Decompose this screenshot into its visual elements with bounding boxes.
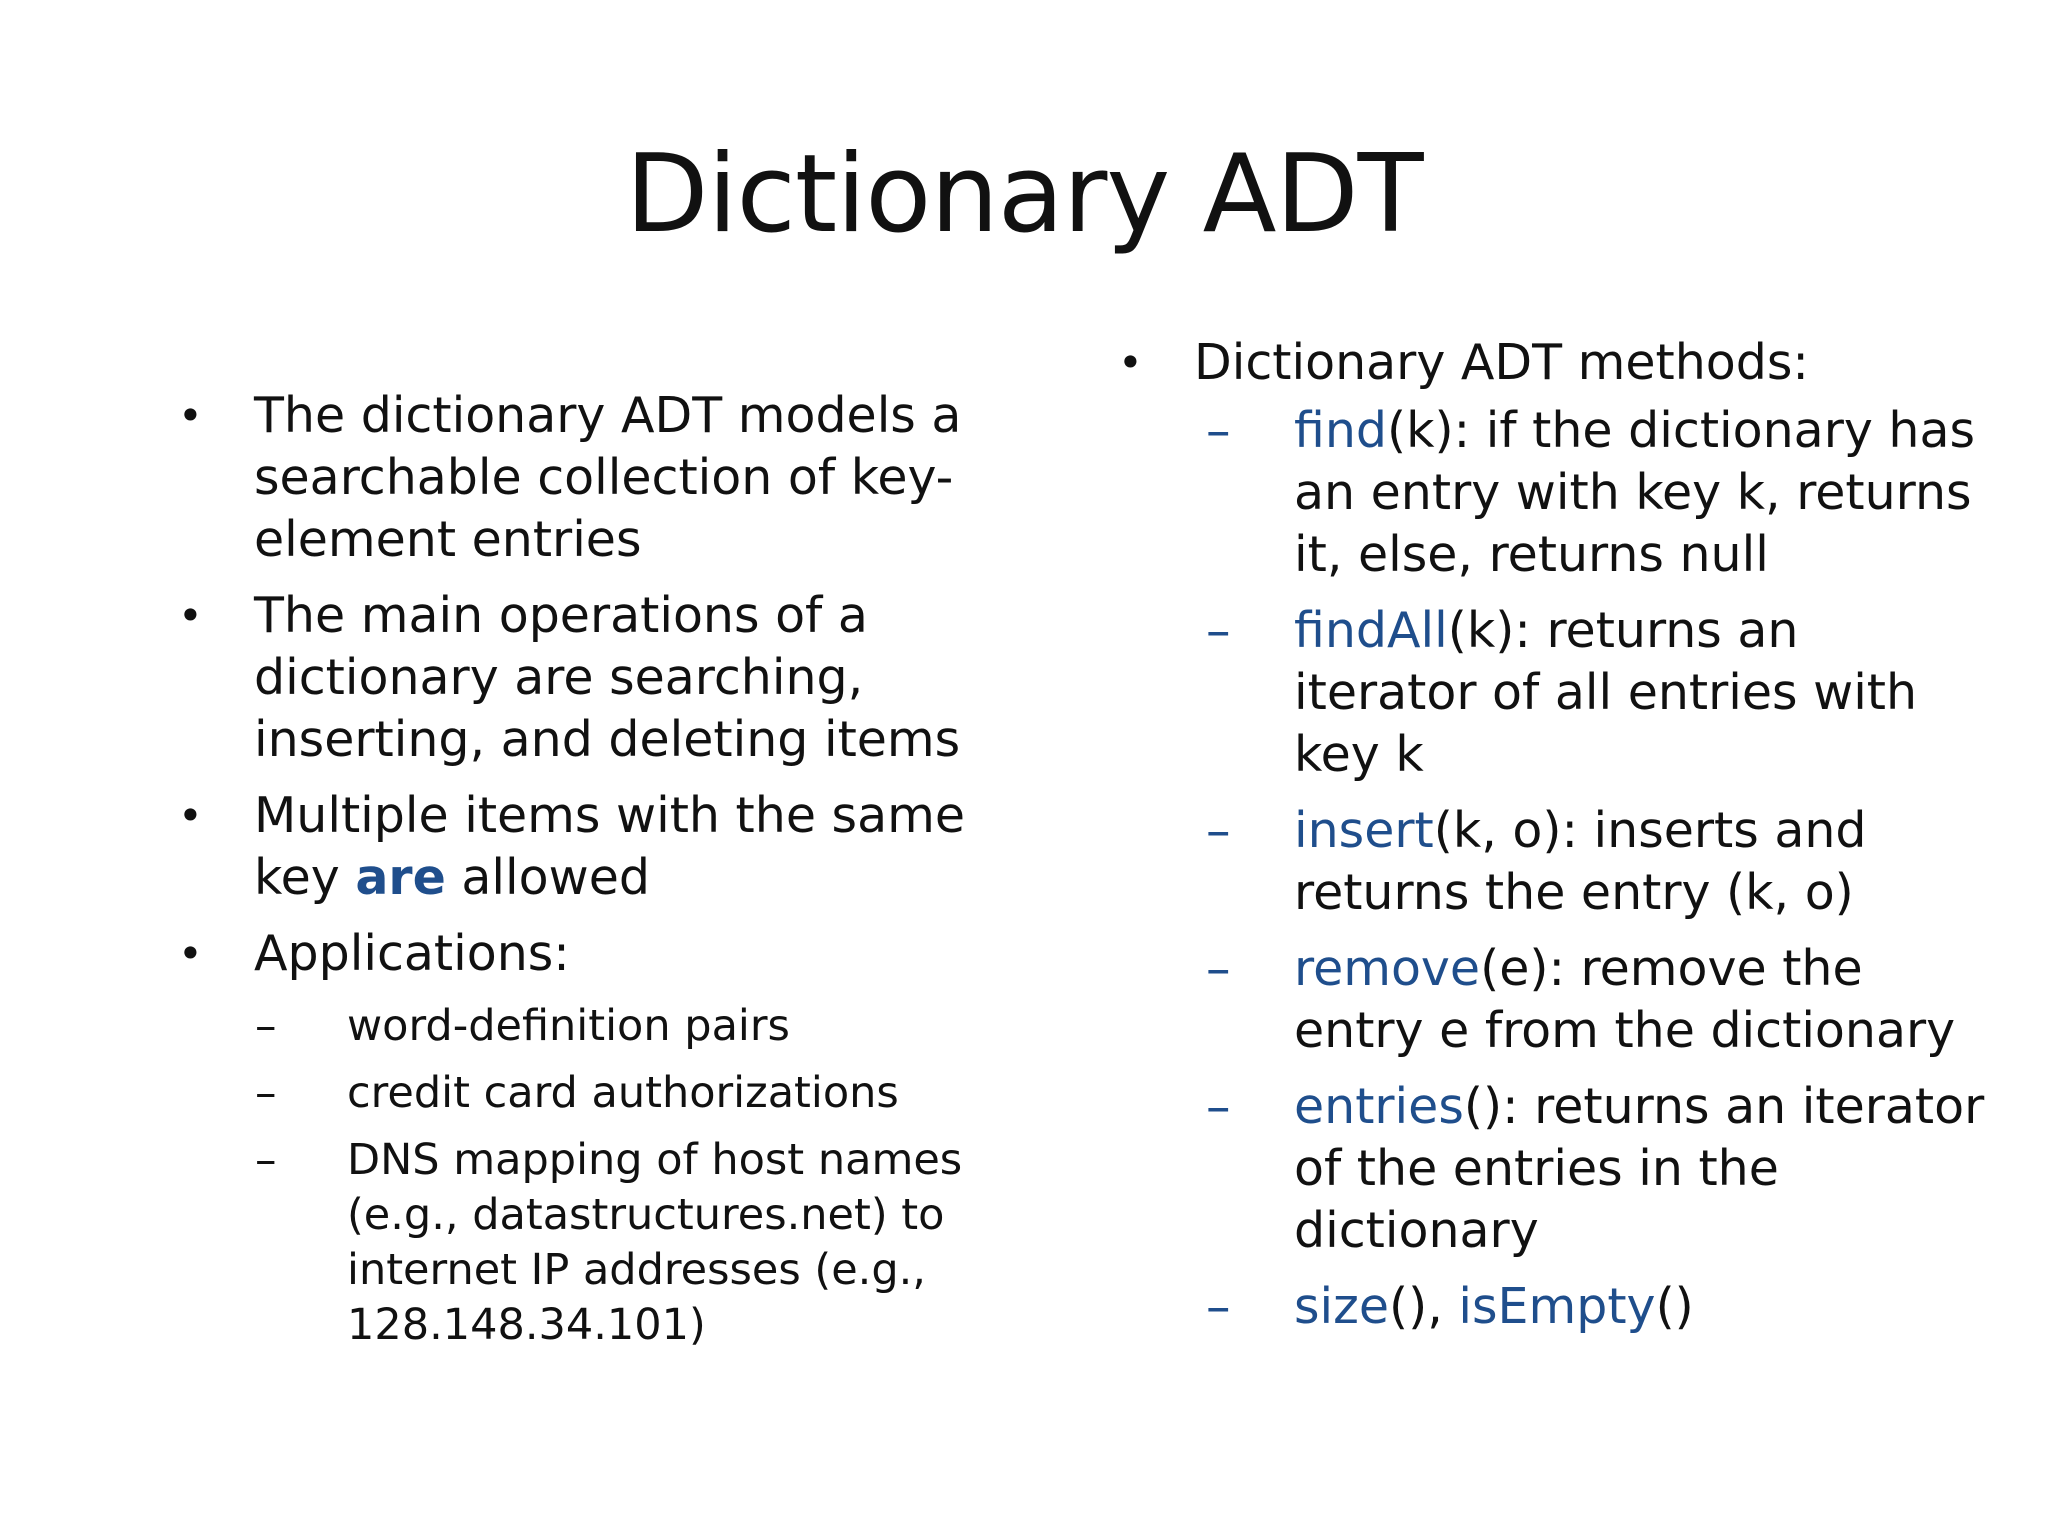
method-name: insert xyxy=(1294,802,1434,859)
bullet-item xyxy=(172,785,1054,909)
method-desc: (), xyxy=(1389,1278,1459,1335)
method-name: isEmpty xyxy=(1458,1278,1656,1335)
applications-list xyxy=(172,999,1072,1353)
bullet-mark: • xyxy=(178,929,203,978)
dash-mark: – xyxy=(1206,1278,1231,1335)
method-desc: () xyxy=(1655,1278,1694,1335)
slide-title: Dictionary ADT xyxy=(625,132,1423,257)
method-desc: (k): if the dictionary has an entry with key k, returns it, else, returns null xyxy=(1294,402,1976,583)
application-item xyxy=(255,999,997,1054)
dash-mark: – xyxy=(255,1135,277,1185)
application-text: DNS mapping of host names (e.g., datastructures.net) to internet IP addresses (e.g., 128.148.34.101) xyxy=(347,1135,963,1350)
bullet-item xyxy=(172,585,1054,771)
method-name: findAll xyxy=(1294,602,1448,659)
bullet-mark: • xyxy=(178,591,203,640)
bullet-text: The dictionary ADT models a searchable collection of key-element entries xyxy=(254,387,962,568)
bullet-mark: • xyxy=(178,791,203,840)
bullet-text-before: Multiple items with the same key xyxy=(254,787,965,906)
bullet-text: Applications: xyxy=(254,925,570,982)
dash-mark: – xyxy=(255,1001,277,1051)
right-column xyxy=(1112,332,2012,1352)
dash-mark: – xyxy=(1206,1078,1231,1135)
bullet-item xyxy=(1112,332,2012,394)
method-item xyxy=(1206,800,1994,924)
dash-mark: – xyxy=(1206,940,1231,997)
dash-mark: – xyxy=(1206,602,1231,659)
bullet-mark: • xyxy=(1118,338,1143,387)
method-item xyxy=(1206,400,1994,586)
dash-mark: – xyxy=(255,1068,277,1118)
method-desc: (k): returns an iterator of all entries with key k xyxy=(1294,602,1918,783)
method-item xyxy=(1206,600,1994,786)
method-desc: (k, o): inserts and returns the entry (k, o) xyxy=(1294,802,1867,921)
application-item xyxy=(255,1133,997,1353)
dash-mark: – xyxy=(1206,802,1231,859)
bullet-text-after: allowed xyxy=(445,849,650,906)
bullet-mark: • xyxy=(178,391,203,440)
method-name: find xyxy=(1294,402,1388,459)
left-column xyxy=(172,385,1072,1365)
method-desc: (e): remove the entry e from the dictionary xyxy=(1294,940,1956,1059)
bullet-text: The main operations of a dictionary are searching, inserting, and deleting items xyxy=(254,587,961,768)
application-text: credit card authorizations xyxy=(347,1068,899,1118)
bullet-item xyxy=(172,385,1054,571)
method-desc: (): returns an iterator of the entries in the dictionary xyxy=(1294,1078,1985,1259)
method-name: size xyxy=(1294,1278,1390,1335)
method-item xyxy=(1206,1276,1994,1338)
method-name: entries xyxy=(1294,1078,1464,1135)
dash-mark: – xyxy=(1206,402,1231,459)
application-item xyxy=(255,1066,997,1121)
bullet-emphasis: are xyxy=(355,849,446,906)
method-item xyxy=(1206,1076,1994,1262)
methods-heading: Dictionary ADT methods: xyxy=(1194,334,1809,391)
application-text: word-definition pairs xyxy=(347,1001,790,1051)
method-name: remove xyxy=(1294,940,1481,997)
method-item xyxy=(1206,938,1994,1062)
bullet-item xyxy=(172,923,1054,985)
